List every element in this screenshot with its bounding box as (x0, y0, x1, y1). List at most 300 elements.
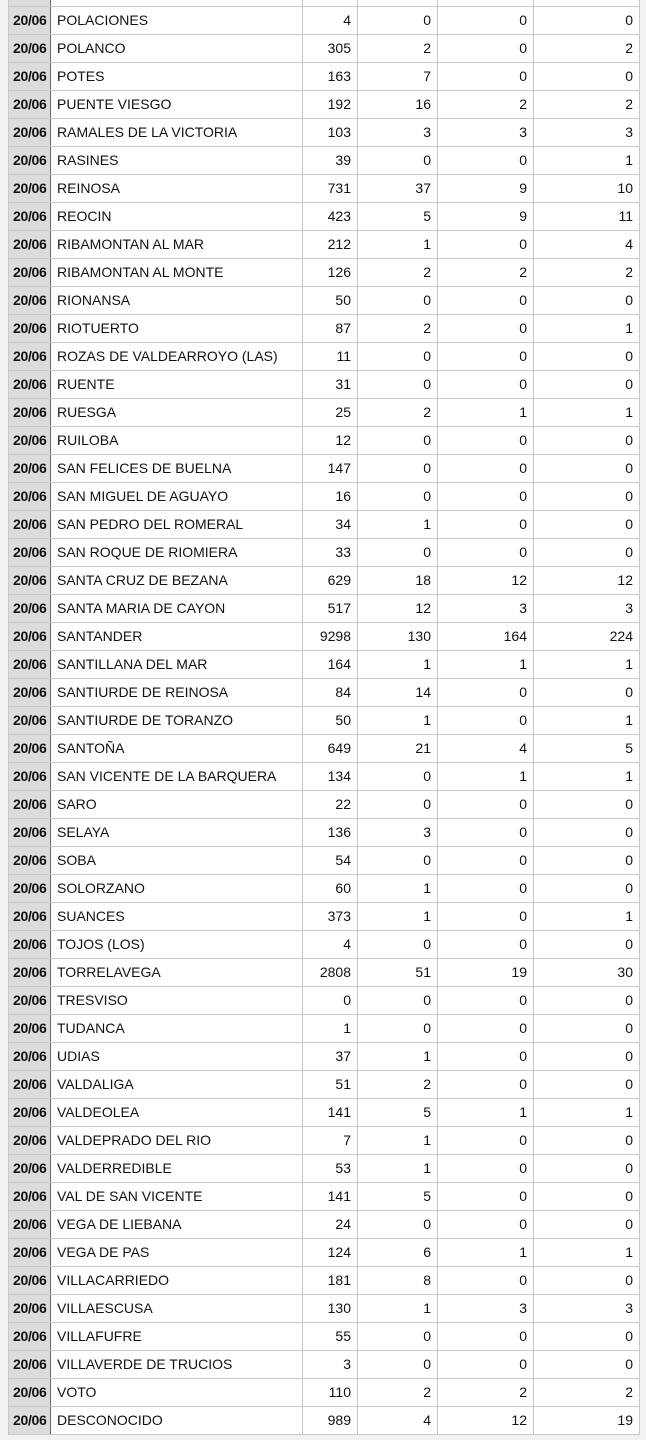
municipality-cell: VALDALIGA (51, 1071, 303, 1099)
value-cell-2: 0 (358, 763, 438, 791)
value-cell-2: 1 (358, 1043, 438, 1071)
value-cell-1: 34 (303, 511, 358, 539)
value-cell-2: 0 (358, 539, 438, 567)
value-cell-1: 16 (303, 483, 358, 511)
value-cell-4: 0 (534, 847, 640, 875)
table-row (9, 1043, 640, 1071)
municipality-cell: VOTO (51, 1379, 303, 1407)
value-cell-1: 55 (303, 1323, 358, 1351)
date-cell: 20/06 (9, 35, 51, 63)
date-cell: 20/06 (9, 791, 51, 819)
value-cell-1: 22 (303, 791, 358, 819)
municipality-cell: REOCIN (51, 203, 303, 231)
value-cell-3: 2 (438, 1379, 534, 1407)
date-cell: 20/06 (9, 539, 51, 567)
value-cell-1: 130 (303, 1295, 358, 1323)
value-cell-4: 19 (534, 1407, 640, 1435)
municipality-cell: SANTA MARIA DE CAYON (51, 595, 303, 623)
table-row (9, 623, 640, 651)
value-cell-1: 147 (303, 455, 358, 483)
value-cell-3: 0 (438, 287, 534, 315)
table-row (9, 203, 640, 231)
value-cell-3: 0 (438, 875, 534, 903)
date-cell: 20/06 (9, 567, 51, 595)
table-row (9, 1155, 640, 1183)
value-cell-1: 39 (303, 147, 358, 175)
value-cell-4: 0 (534, 371, 640, 399)
value-cell-1: 60 (303, 875, 358, 903)
date-cell: 20/06 (9, 1071, 51, 1099)
value-cell-3: 0 (438, 35, 534, 63)
value-cell-3: 3 (438, 595, 534, 623)
value-cell-1: 4 (303, 931, 358, 959)
value-cell-1: 126 (303, 259, 358, 287)
value-cell-3: 1 (438, 651, 534, 679)
value-cell-2: 0 (358, 1323, 438, 1351)
value-cell-1: 136 (303, 819, 358, 847)
value-cell-4: 0 (534, 63, 640, 91)
municipality-cell: REINOSA (51, 175, 303, 203)
value-cell-1: 24 (303, 1211, 358, 1239)
value-cell-1: 87 (303, 315, 358, 343)
value-cell-1: 50 (303, 287, 358, 315)
value-cell-1: 110 (303, 1379, 358, 1407)
municipality-cell: SOBA (51, 847, 303, 875)
value-cell-2: 1 (358, 651, 438, 679)
date-cell: 20/06 (9, 987, 51, 1015)
value-cell-4: 12 (534, 567, 640, 595)
date-cell: 20/06 (9, 231, 51, 259)
municipality-cell: SUANCES (51, 903, 303, 931)
date-cell: 20/06 (9, 1407, 51, 1435)
value-cell-3: 0 (438, 1351, 534, 1379)
value-cell-3: 1 (438, 763, 534, 791)
value-cell-1: 164 (303, 651, 358, 679)
table-row (9, 763, 640, 791)
date-cell: 20/06 (9, 455, 51, 483)
value-cell-2: 0 (358, 7, 438, 35)
value-cell-2: 1 (358, 511, 438, 539)
value-cell-1: 37 (303, 1043, 358, 1071)
municipality-cell: ROZAS DE VALDEARROYO (LAS) (51, 343, 303, 371)
value-cell-4: 0 (534, 931, 640, 959)
table-row (9, 91, 640, 119)
date-cell: 20/06 (9, 1043, 51, 1071)
value-cell-2: 0 (358, 987, 438, 1015)
value-cell-3: 2 (438, 91, 534, 119)
table-row (9, 1071, 640, 1099)
value-cell-3: 0 (438, 455, 534, 483)
value-cell-2: 8 (358, 1267, 438, 1295)
value-cell-1: 50 (303, 707, 358, 735)
municipality-cell: SANTIURDE DE REINOSA (51, 679, 303, 707)
value-cell-3: 0 (438, 1015, 534, 1043)
value-cell-4: 0 (534, 1267, 640, 1295)
date-cell: 20/06 (9, 1267, 51, 1295)
table-row (9, 483, 640, 511)
value-cell-3: 0 (438, 931, 534, 959)
table-row (9, 427, 640, 455)
municipality-cell: VALDEOLEA (51, 1099, 303, 1127)
value-cell-2: 130 (358, 623, 438, 651)
municipality-cell: RIBAMONTAN AL MAR (51, 231, 303, 259)
municipality-cell: SAN MIGUEL DE AGUAYO (51, 483, 303, 511)
value-cell-2: 2 (358, 35, 438, 63)
date-cell: 20/06 (9, 315, 51, 343)
date-cell: 20/06 (9, 371, 51, 399)
municipality-cell: SOLORZANO (51, 875, 303, 903)
value-cell-1: 11 (303, 343, 358, 371)
value-cell-2: 16 (358, 91, 438, 119)
date-cell: 20/06 (9, 1295, 51, 1323)
table-row (9, 455, 640, 483)
value-cell-4: 0 (534, 987, 640, 1015)
municipality-cell: SAN VICENTE DE LA BARQUERA (51, 763, 303, 791)
value-cell-1: 51 (303, 1071, 358, 1099)
value-cell-1: 141 (303, 1183, 358, 1211)
value-cell-2: 5 (358, 1183, 438, 1211)
value-cell-4: 0 (534, 1071, 640, 1099)
date-cell: 20/06 (9, 679, 51, 707)
value-cell-2: 0 (358, 371, 438, 399)
value-cell-1: 33 (303, 539, 358, 567)
data-table-container (8, 0, 639, 1435)
value-cell-4: 0 (534, 455, 640, 483)
date-cell: 20/06 (9, 511, 51, 539)
date-cell: 20/06 (9, 1211, 51, 1239)
value-cell-4: 3 (534, 119, 640, 147)
value-cell-3: 19 (438, 959, 534, 987)
value-cell-4: 4 (534, 231, 640, 259)
date-cell: 20/06 (9, 903, 51, 931)
municipality-cell: DESCONOCIDO (51, 1407, 303, 1435)
value-cell-1: 9298 (303, 623, 358, 651)
value-cell-3: 0 (438, 371, 534, 399)
value-cell-3: 0 (438, 147, 534, 175)
value-cell-4: 1 (534, 399, 640, 427)
value-cell-3: 12 (438, 567, 534, 595)
municipality-cell: SAN FELICES DE BUELNA (51, 455, 303, 483)
date-cell: 20/06 (9, 959, 51, 987)
municipality-cell: PUENTE VIESGO (51, 91, 303, 119)
date-cell: 20/06 (9, 427, 51, 455)
value-cell-2: 0 (358, 343, 438, 371)
value-cell-2: 1 (358, 231, 438, 259)
table-row (9, 1239, 640, 1267)
date-cell: 20/06 (9, 1351, 51, 1379)
date-cell: 20/06 (9, 91, 51, 119)
value-cell-1: 731 (303, 175, 358, 203)
value-cell-2: 21 (358, 735, 438, 763)
date-cell: 20/06 (9, 1099, 51, 1127)
date-cell: 20/06 (9, 203, 51, 231)
value-cell-4: 2 (534, 259, 640, 287)
value-cell-4: 0 (534, 539, 640, 567)
value-cell-2: 0 (358, 791, 438, 819)
value-cell-1: 31 (303, 371, 358, 399)
value-cell-4: 0 (534, 7, 640, 35)
value-cell-1: 134 (303, 763, 358, 791)
municipality-cell: SARO (51, 791, 303, 819)
table-row (9, 1015, 640, 1043)
value-cell-3: 0 (438, 539, 534, 567)
municipality-cell: TORRELAVEGA (51, 959, 303, 987)
value-cell-4: 1 (534, 315, 640, 343)
value-cell-1: 423 (303, 203, 358, 231)
value-cell-3: 1 (438, 1099, 534, 1127)
value-cell-2: 5 (358, 203, 438, 231)
value-cell-3: 0 (438, 231, 534, 259)
date-cell: 20/06 (9, 1015, 51, 1043)
value-cell-2: 1 (358, 875, 438, 903)
value-cell-3: 3 (438, 1295, 534, 1323)
date-cell: 20/06 (9, 175, 51, 203)
value-cell-2: 14 (358, 679, 438, 707)
table-row (9, 791, 640, 819)
value-cell-4: 1 (534, 707, 640, 735)
value-cell-3: 0 (438, 1323, 534, 1351)
value-cell-1: 192 (303, 91, 358, 119)
value-cell-3: 0 (438, 987, 534, 1015)
value-cell-2: 3 (358, 119, 438, 147)
date-cell: 20/06 (9, 735, 51, 763)
table-row (9, 63, 640, 91)
value-cell-1: 517 (303, 595, 358, 623)
table-row (9, 371, 640, 399)
value-cell-2: 0 (358, 1015, 438, 1043)
value-cell-4: 1 (534, 651, 640, 679)
table-row (9, 1127, 640, 1155)
municipality-cell: SAN ROQUE DE RIOMIERA (51, 539, 303, 567)
value-cell-4: 0 (534, 287, 640, 315)
value-cell-3: 0 (438, 1267, 534, 1295)
value-cell-2: 1 (358, 1295, 438, 1323)
value-cell-3: 0 (438, 427, 534, 455)
municipality-cell: POLANCO (51, 35, 303, 63)
value-cell-3: 0 (438, 511, 534, 539)
table-row (9, 287, 640, 315)
date-cell: 20/06 (9, 483, 51, 511)
date-cell: 20/06 (9, 1323, 51, 1351)
value-cell-1: 181 (303, 1267, 358, 1295)
municipality-cell: SANTA CRUZ DE BEZANA (51, 567, 303, 595)
value-cell-1: 989 (303, 1407, 358, 1435)
value-cell-4: 11 (534, 203, 640, 231)
value-cell-4: 1 (534, 147, 640, 175)
municipality-cell: RUESGA (51, 399, 303, 427)
value-cell-1: 373 (303, 903, 358, 931)
value-cell-2: 0 (358, 1211, 438, 1239)
value-cell-1: 141 (303, 1099, 358, 1127)
value-cell-1: 305 (303, 35, 358, 63)
value-cell-4: 0 (534, 1127, 640, 1155)
table-row (9, 511, 640, 539)
value-cell-3: 0 (438, 1183, 534, 1211)
table-row (9, 259, 640, 287)
value-cell-3: 164 (438, 623, 534, 651)
date-cell: 20/06 (9, 875, 51, 903)
table-row (9, 1295, 640, 1323)
value-cell-1: 53 (303, 1155, 358, 1183)
value-cell-4: 3 (534, 1295, 640, 1323)
value-cell-4: 0 (534, 427, 640, 455)
value-cell-1: 12 (303, 427, 358, 455)
value-cell-2: 1 (358, 1127, 438, 1155)
value-cell-4: 0 (534, 343, 640, 371)
value-cell-2: 2 (358, 1379, 438, 1407)
table-row (9, 343, 640, 371)
table-row (9, 35, 640, 63)
value-cell-2: 0 (358, 427, 438, 455)
table-row (9, 651, 640, 679)
value-cell-2: 1 (358, 707, 438, 735)
value-cell-3: 3 (438, 119, 534, 147)
value-cell-1: 25 (303, 399, 358, 427)
table-row (9, 175, 640, 203)
value-cell-2: 18 (358, 567, 438, 595)
value-cell-4: 10 (534, 175, 640, 203)
value-cell-4: 0 (534, 1183, 640, 1211)
value-cell-4: 0 (534, 1351, 640, 1379)
date-cell: 20/06 (9, 1155, 51, 1183)
table-row (9, 679, 640, 707)
value-cell-4: 5 (534, 735, 640, 763)
value-cell-3: 0 (438, 903, 534, 931)
value-cell-2: 0 (358, 147, 438, 175)
value-cell-4: 2 (534, 35, 640, 63)
value-cell-3: 0 (438, 1211, 534, 1239)
value-cell-4: 1 (534, 1239, 640, 1267)
municipality-cases-table (8, 0, 640, 1435)
table-row (9, 1407, 640, 1435)
value-cell-1: 163 (303, 63, 358, 91)
value-cell-2: 0 (358, 455, 438, 483)
value-cell-3: 0 (438, 483, 534, 511)
table-row (9, 875, 640, 903)
municipality-cell: VAL DE SAN VICENTE (51, 1183, 303, 1211)
value-cell-3: 0 (438, 1043, 534, 1071)
value-cell-2: 4 (358, 1407, 438, 1435)
table-row (9, 931, 640, 959)
value-cell-4: 0 (534, 1015, 640, 1043)
value-cell-1: 7 (303, 1127, 358, 1155)
municipality-cell: POLACIONES (51, 7, 303, 35)
value-cell-1: 4 (303, 7, 358, 35)
date-cell: 20/06 (9, 763, 51, 791)
value-cell-4: 1 (534, 1099, 640, 1127)
date-cell: 20/06 (9, 399, 51, 427)
value-cell-2: 0 (358, 287, 438, 315)
value-cell-4: 2 (534, 1379, 640, 1407)
value-cell-3: 2 (438, 259, 534, 287)
table-row (9, 1099, 640, 1127)
value-cell-3: 12 (438, 1407, 534, 1435)
municipality-cell: SANTOÑA (51, 735, 303, 763)
date-cell: 20/06 (9, 707, 51, 735)
date-cell: 20/06 (9, 595, 51, 623)
municipality-cell: RIOTUERTO (51, 315, 303, 343)
value-cell-1: 2808 (303, 959, 358, 987)
value-cell-2: 0 (358, 1351, 438, 1379)
value-cell-2: 37 (358, 175, 438, 203)
date-cell: 20/06 (9, 63, 51, 91)
value-cell-1: 3 (303, 1351, 358, 1379)
date-cell: 20/06 (9, 147, 51, 175)
municipality-cell: SELAYA (51, 819, 303, 847)
value-cell-2: 0 (358, 847, 438, 875)
value-cell-4: 0 (534, 1043, 640, 1071)
value-cell-3: 0 (438, 707, 534, 735)
value-cell-3: 0 (438, 847, 534, 875)
value-cell-2: 0 (358, 483, 438, 511)
municipality-cell: UDIAS (51, 1043, 303, 1071)
value-cell-3: 0 (438, 791, 534, 819)
value-cell-4: 1 (534, 903, 640, 931)
date-cell: 20/06 (9, 259, 51, 287)
value-cell-4: 0 (534, 1155, 640, 1183)
value-cell-1: 84 (303, 679, 358, 707)
value-cell-2: 1 (358, 1155, 438, 1183)
value-cell-3: 9 (438, 203, 534, 231)
date-cell: 20/06 (9, 343, 51, 371)
value-cell-2: 0 (358, 931, 438, 959)
value-cell-4: 0 (534, 819, 640, 847)
value-cell-3: 0 (438, 63, 534, 91)
date-cell: 20/06 (9, 931, 51, 959)
value-cell-4: 0 (534, 511, 640, 539)
value-cell-3: 0 (438, 679, 534, 707)
municipality-cell: VILLAESCUSA (51, 1295, 303, 1323)
date-cell: 20/06 (9, 651, 51, 679)
value-cell-2: 51 (358, 959, 438, 987)
table-row (9, 1183, 640, 1211)
date-cell: 20/06 (9, 1239, 51, 1267)
value-cell-2: 12 (358, 595, 438, 623)
value-cell-1: 1 (303, 1015, 358, 1043)
value-cell-2: 1 (358, 903, 438, 931)
date-cell: 20/06 (9, 1183, 51, 1211)
value-cell-3: 1 (438, 399, 534, 427)
municipality-cell: VILLAFUFRE (51, 1323, 303, 1351)
table-row (9, 959, 640, 987)
municipality-cell: RIONANSA (51, 287, 303, 315)
table-row (9, 1379, 640, 1407)
table-row (9, 399, 640, 427)
table-row (9, 539, 640, 567)
value-cell-4: 1 (534, 763, 640, 791)
value-cell-2: 6 (358, 1239, 438, 1267)
municipality-cell: SAN PEDRO DEL ROMERAL (51, 511, 303, 539)
table-row (9, 1267, 640, 1295)
value-cell-2: 2 (358, 1071, 438, 1099)
municipality-cell: SANTILLANA DEL MAR (51, 651, 303, 679)
value-cell-3: 0 (438, 819, 534, 847)
municipality-cell: VEGA DE LIEBANA (51, 1211, 303, 1239)
value-cell-4: 0 (534, 1323, 640, 1351)
municipality-cell: SANTIURDE DE TORANZO (51, 707, 303, 735)
date-cell: 20/06 (9, 287, 51, 315)
table-row (9, 595, 640, 623)
value-cell-1: 629 (303, 567, 358, 595)
municipality-cell: SANTANDER (51, 623, 303, 651)
value-cell-1: 0 (303, 987, 358, 1015)
table-row (9, 147, 640, 175)
municipality-cell: RUILOBA (51, 427, 303, 455)
municipality-cell: RAMALES DE LA VICTORIA (51, 119, 303, 147)
value-cell-4: 0 (534, 791, 640, 819)
date-cell: 20/06 (9, 819, 51, 847)
value-cell-4: 0 (534, 1211, 640, 1239)
